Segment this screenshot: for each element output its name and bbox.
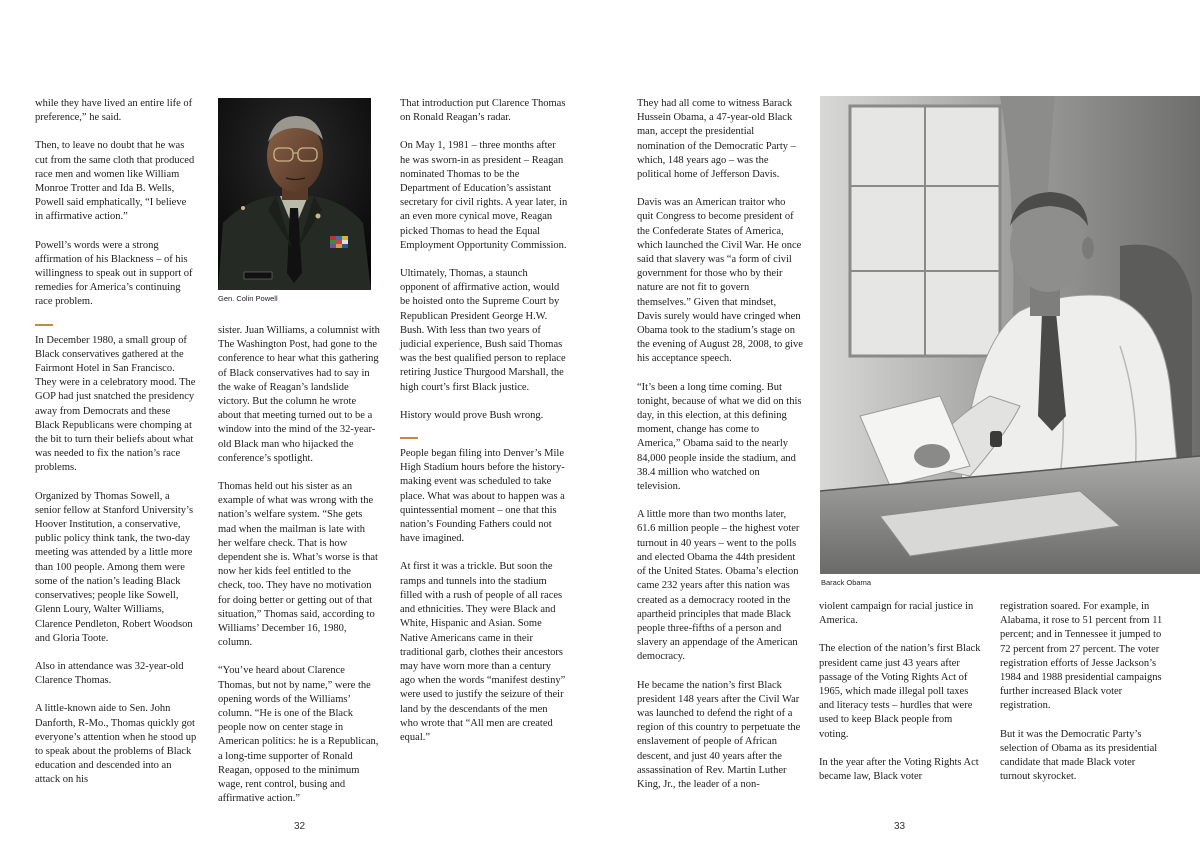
paragraph: Also in attendance was 32-year-old Clarence Thomas.: [35, 660, 184, 687]
paragraph: Davis was an American traitor who quit Congress to become president of the Confederate States of America, which launched the Civil War. He once said that slavery was “a form of civil government for those who by their nature are not fit to govern themselves.” Given that mindset, Davis surely would have cringed when Obama took to the stadium’s stage on the evening of August 28, 2008, to give his acceptance speech.: [637, 197, 803, 365]
paragraph: In December 1980, a small group of Black conservatives gathered at the Fairmont Hotel in San Francisco. They were in a celebratory mood. The GOP had just snatched the presidency away from Democrats and these Black Republicans were chomping at the bit to turn their beliefs about what was needed to fix the nation’s race problems.: [35, 334, 196, 474]
paragraph: The election of the nation’s first Black president came just 43 years after passage of the Voting Rights Act of 1965, which made illegal poll taxes and literacy tests – hurdles that were used to keep Black people from voting.: [819, 643, 981, 740]
paragraph: Ultimately, Thomas, a staunch opponent of affirmative action, would be hoisted onto the Supreme Court by Republican President George H.W. Bush. With less than two years of judicial experience, Bush said Thomas was the best qualified person to replace retiring Justice Thurgood Marshall, the high court’s first Black justice.: [400, 268, 566, 393]
page-number: 32: [294, 821, 306, 832]
colin-powell-photo: [218, 98, 371, 290]
paragraph: He became the nation’s first Black president 148 years after the Civil War was launched to defend the right of a region of this country to perpetuate the enslavement of people of African descent, and just 40 years after the assassination of Rev. Martin Luther King, Jr., the leader of a non-: [637, 679, 801, 790]
paragraph: A little-known aide to Sen. John Danforth, R-Mo., Thomas quickly got everyone’s attention when he stood up to speak about the problems of Black education and descended into an attack on his: [35, 703, 197, 786]
paragraph: In the year after the Voting Rights Act became law, Black voter: [819, 756, 979, 783]
barack-obama-drawing: [820, 96, 1200, 574]
section-divider: [35, 324, 53, 326]
paragraph: But it was the Democratic Party’s selection of Obama as its presidential candidate that made Black voter turnout skyrocket.: [1000, 728, 1158, 783]
paragraph: Organized by Thomas Sowell, a senior fellow at Stanford University’s Hoover Institution, a conservative, public policy think tank, the two-day meeting was attended by a little more than 100 people. Among them were some of the nation’s leading Black conservatives; people like Sowell, Glenn Loury, Walter Williams, Clarence Pendleton, Robert Woodson and Gloria Toote.: [35, 490, 194, 644]
paragraph: On May 1, 1981 – three months after he was sworn-in as president – Reagan nominated Thomas to be the Department of Education’s assistant secretary for civil rights. A year later, in an even more cynical move, Reagan picked Thomas to head the Equal Employment Opportunity Commission.: [400, 140, 568, 251]
paragraph: Powell’s words were a strong affirmation of his Blackness – of his willingness to speak out in support of remedies for America’s continuing race problem.: [35, 239, 193, 308]
paragraph: That introduction put Clarence Thomas on Ronald Reagan’s radar.: [400, 98, 566, 124]
column-1: [35, 97, 197, 788]
paragraph: “It’s been a long time coming. But tonight, because of what we did on this day, in this election, at this defining moment, change has come to America,” Obama said to the nearly 84,000 people inside the stadium, and 38.4 million who watched on television.: [637, 381, 802, 493]
paragraph: They had all come to witness Barack Hussein Obama, a 47-year-old Black man, accept the presidential nomination of the Democratic Party – which, 148 years ago – was the political home of Jefferson Davis.: [637, 98, 796, 181]
paragraph: sister. Juan Williams, a columnist with The Washington Post, had gone to the conference to hear what this gathering of Black conservatives had to say in the wake of Reagan’s landslide victory. But the column he wrote about that meeting turned out to be a window into the mind of the 32-year-old Black man who hijacked the conference’s spotlight.: [218, 325, 380, 464]
paragraph: violent campaign for racial justice in America.: [819, 601, 974, 627]
section-divider: [400, 437, 418, 439]
page-number: 33: [894, 821, 906, 832]
paragraph: Then, to leave no doubt that he was cut from the same cloth that produced race men and women like William Monroe Trotter and Ida B. Wells, Powell said emphatically, “I believe in affirmative action.”: [35, 140, 195, 223]
paragraph: while they have lived an entire life of preference,” he said.: [35, 98, 193, 124]
column-4: [637, 97, 803, 792]
paragraph: “You’ve heard about Clarence Thomas, but not by name,” were the opening words of the Williams’ column. “He is one of the Black people now on center stage in American politics: he is a Republican, a long-time supporter of Ronald Reagan, opposed to the minimum wage, rent control, busing and affirmative action.”: [218, 665, 379, 805]
column-6: [1000, 600, 1166, 784]
photo-caption: Gen. Colin Powell: [218, 294, 278, 303]
paragraph: At first it was a trickle. But soon the ramps and tunnels into the stadium filled with a rush of people of all races and ethnicities. They were Black and White, Hispanic and Asian. Some Native Americans came in their traditional garb, clothes their ancestors may have worn more than a century ago when the words “manifest destiny” were used to justify the seizure of their land by the descendants of the men who wrote that “All men are created equal.”: [400, 561, 566, 743]
paragraph: History would prove Bush wrong.: [400, 409, 544, 421]
paragraph: registration soared. For example, in Alabama, it rose to 51 percent from 11 percent; and in Tennessee it jumped to 72 percent from 27 percent. The voter registration efforts of Jesse Jackson’s 1984 and 1988 presidential campaigns further increased Black voter registration.: [1000, 601, 1163, 712]
column-3: [400, 97, 568, 745]
column-5: [819, 600, 981, 784]
column-2: [218, 324, 380, 807]
paragraph: A little more than two months later, 61.6 million people – the highest voter turnout in 40 years – went to the polls and elected Obama the 44th president of the United States. Obama’s election came 232 years after this nation was created as a democracy rooted in the apartheid principles that made Black people three-fifths of a person and slavery an appendage of the American democracy.: [637, 509, 800, 663]
paragraph: Thomas held out his sister as an example of what was wrong with the nation’s welfare system. “She gets mad when the mailman is late with her welfare check. That is how dependent she is. What’s worse is that now her kids feel entitled to the check, too. They have no motivation for doing better or getting out of that situation,” Thomas said, according to Williams’ December 16, 1980, column.: [218, 481, 378, 649]
photo-caption: Barack Obama: [821, 578, 872, 587]
paragraph: People began filing into Denver’s Mile High Stadium hours before the history-making event was scheduled to take place. What was about to happen was a quintessential moment – one that this nation’s Founding Fathers could not have imagined.: [400, 448, 565, 545]
